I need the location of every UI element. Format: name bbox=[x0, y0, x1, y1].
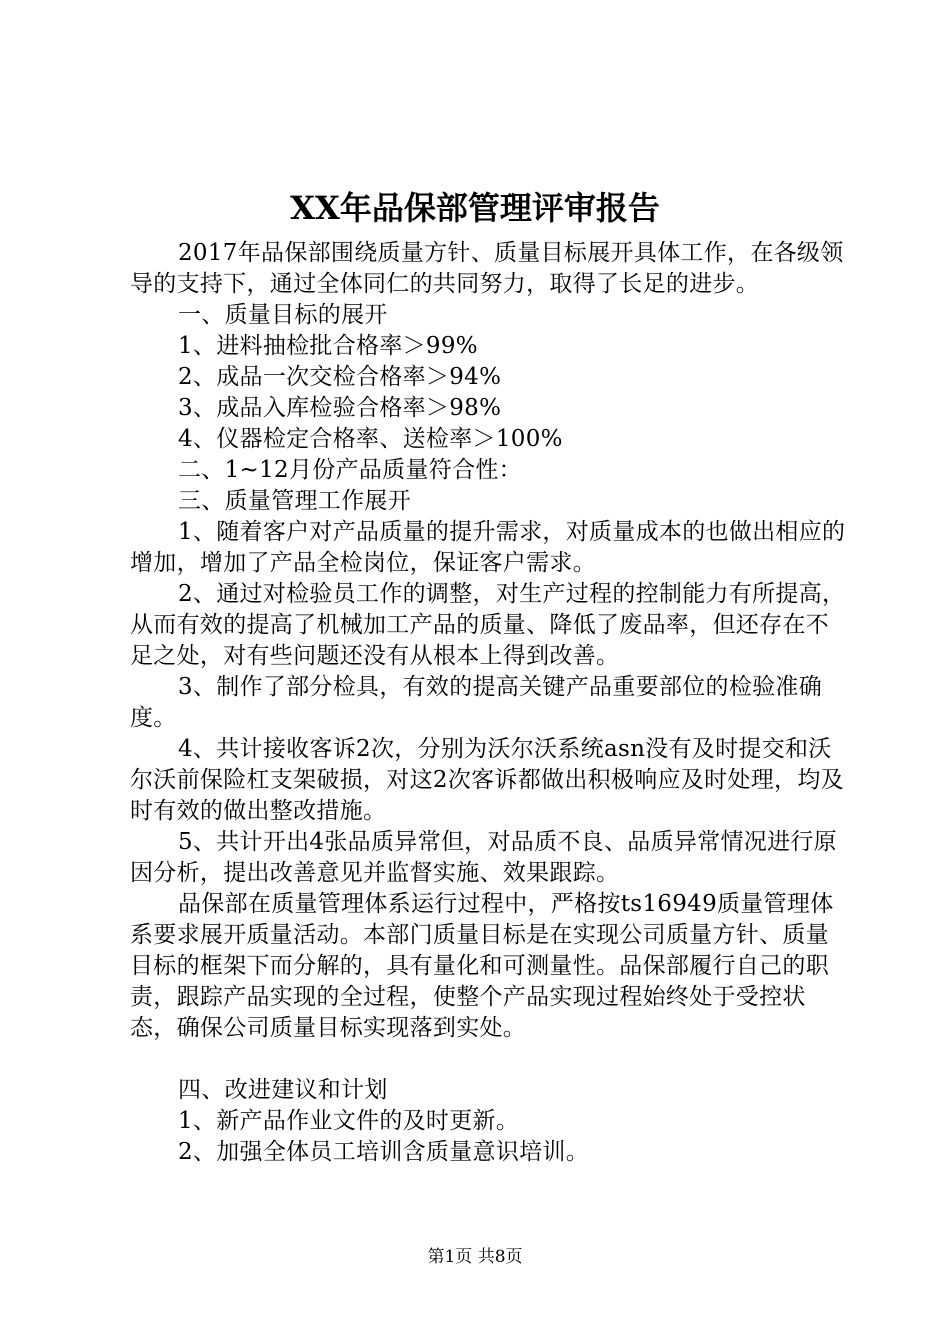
page-footer: 第1页 共8页 bbox=[427, 1247, 523, 1267]
list-item-goal-4: 4、仪器检定合格率、送检率＞100% bbox=[178, 426, 563, 452]
list-item-work-1: 1、随着客户对产品质量的提升需求，对质量成本的也做出相应的增加，增加了产品全检岗位，保证客户需求。 bbox=[130, 519, 846, 576]
list-item-plan-2: 2、加强全体员工培训含质量意识培训。 bbox=[178, 1139, 590, 1165]
list-item-goal-2: 2、成品一次交检合格率＞94% bbox=[178, 364, 502, 390]
section-heading-quality-work: 三、质量管理工作展开 bbox=[178, 488, 411, 514]
list-item-work-3: 3、制作了部分检具，有效的提高关键产品重要部位的检验准确度。 bbox=[130, 674, 823, 731]
list-item-goal-1: 1、进料抽检批合格率＞99% bbox=[178, 333, 478, 359]
paragraph-intro: 2017年品保部围绕质量方针、质量目标展开具体工作，在各级领导的支持下，通过全体同仁的共同努力，取得了长足的进步。 bbox=[130, 240, 844, 297]
section-heading-improvement: 四、改进建议和计划 bbox=[178, 1077, 388, 1103]
document-body bbox=[130, 238, 850, 1168]
section-heading-monthly-conformance: 二、1~12月份产品质量符合性： bbox=[178, 457, 522, 483]
paragraph-system-summary: 品保部在质量管理体系运行过程中，严格按ts16949质量管理体系要求展开质量活动。本部门质量目标是在实现公司质量方针、质量目标的框架下而分解的，具有量化和可测量性。品保部履行自己的职责，跟踪产品实现的全过程，使整个产品实现过程始终处于受控状态，确保公司质量目标实现落到实处。 bbox=[130, 891, 834, 1041]
section-heading-quality-goals: 一、质量目标的展开 bbox=[178, 302, 388, 328]
list-item-work-4: 4、共计接收客诉2次，分别为沃尔沃系统asn没有及时提交和沃尔沃前保险杠支架破损，对这2次客诉都做出积极响应及时处理，均及时有效的做出整改措施。 bbox=[130, 736, 844, 824]
list-item-goal-3: 3、成品入库检验合格率＞98% bbox=[178, 395, 502, 421]
document-title: XX年品保部管理评审报告 bbox=[290, 189, 660, 227]
list-item-plan-1: 1、新产品作业文件的及时更新。 bbox=[178, 1108, 520, 1134]
list-item-work-5: 5、共计开出4张品质异常但，对品质不良、品质异常情况进行原因分析，提出改善意见并监督实施、效果跟踪。 bbox=[130, 829, 837, 886]
list-item-work-2: 2、通过对检验员工作的调整，对生产过程的控制能力有所提高，从而有效的提高了机械加工产品的质量、降低了废品率，但还存在不足之处，对有些问题还没有从根本上得到改善。 bbox=[130, 581, 846, 669]
